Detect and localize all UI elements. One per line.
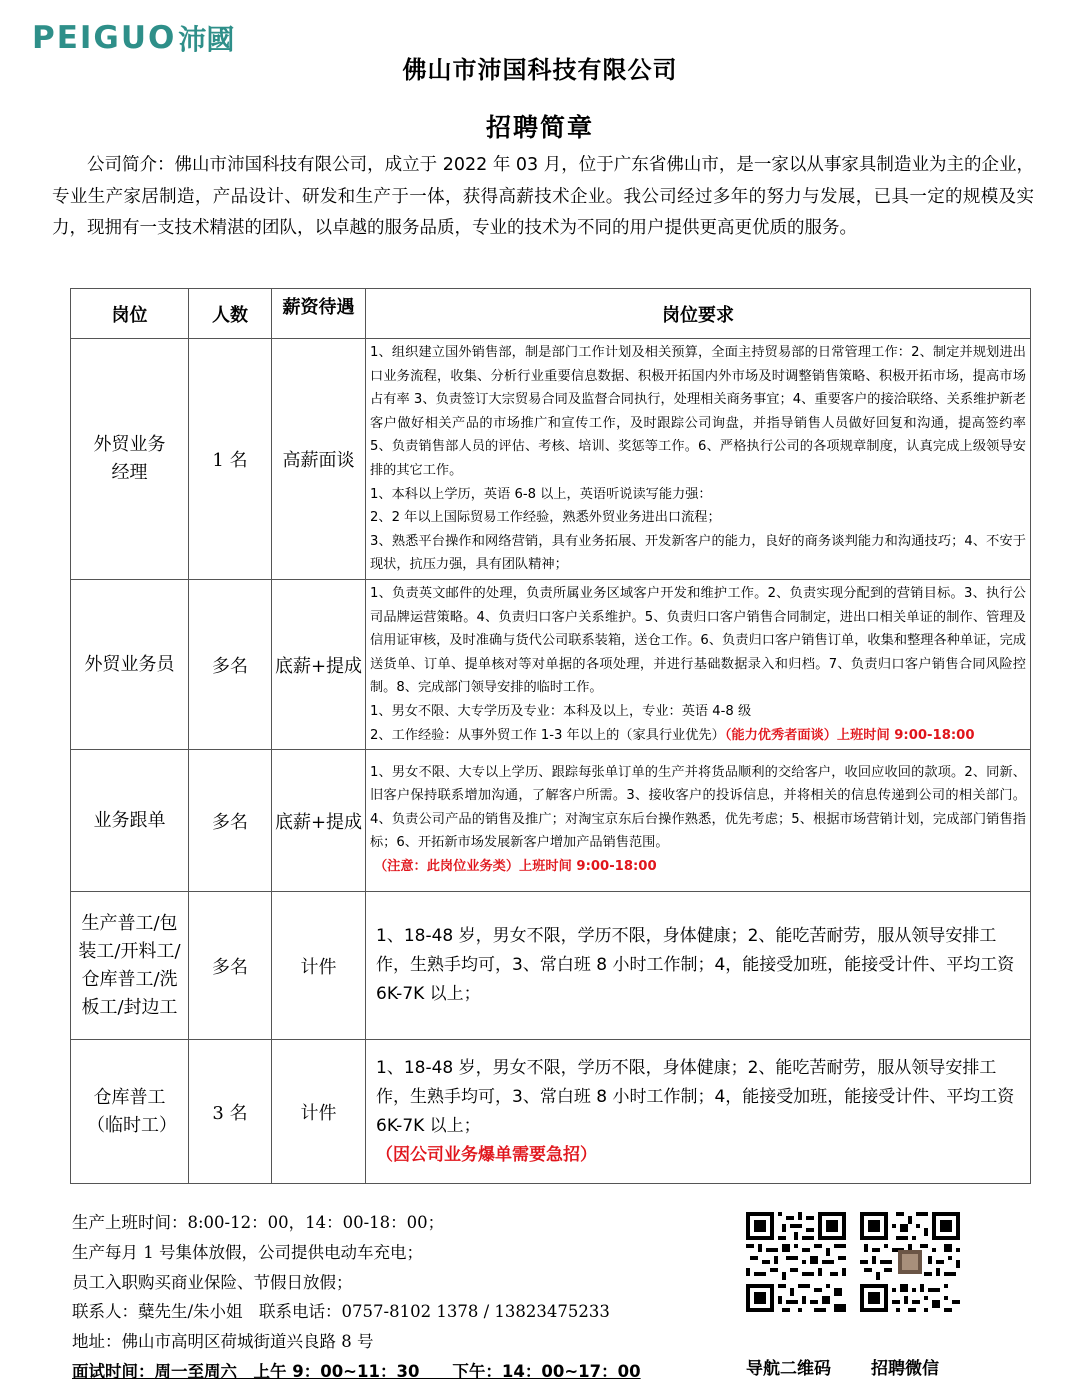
job-count: 3 名 [189, 1040, 272, 1184]
req-line-text: 2、工作经验：从事外贸工作 1-3 年以上的（家具行业优先） [370, 727, 725, 743]
job-requirements [366, 750, 1031, 892]
job-salary: 计件 [272, 892, 366, 1040]
address-line: 地址：佛山市高明区荷城街道兴良路 8 号 [72, 1332, 374, 1352]
job-requirements [366, 339, 1031, 580]
req-line: 1、负责英文邮件的处理，负责所属业务区域客户开发和维护工作。2、负责实现分配到的营销目标。3、执行公司品牌运营策略。4、负责归口客户关系维护。5、负责归口客户销售合同制定，进出口相关单证的制作、管理及信用证审核，及时准确与货代公司联系装箱，送仓工作。6、负责归口客户销售订单，收集和整理各种单证，完成送货单、订单、提单核对等对单据的各项处理，并进行基础数据录入和归档。7、负责归口客户销售合同风险控制。8、完成部门领导安排的临时工作。 [370, 585, 1026, 696]
logo-cjk: 沛國 [178, 23, 235, 56]
table-row [71, 339, 1031, 580]
job-salary: 底薪+提成 [272, 750, 366, 892]
job-salary: 高薪面谈 [272, 339, 366, 580]
req-line: 3、熟悉平台操作和网络营销，具有业务拓展、开发新客户的能力，良好的商务谈判能力和沟通技巧；4、不安于现状，抗压力强，具有团队精神； [370, 533, 1026, 573]
req-highlight: （因公司业务爆单需要急招） [376, 1144, 597, 1165]
company-name: 佛山市沛国科技有限公司 [402, 56, 678, 84]
req-line: 1、18-48 岁，男女不限，学历不限，身体健康；2、能吃苦耐劳，服从领导安排工作，生熟手均可，3、常白班 8 小时工作制；4，能接受加班，能接受计件、平均工资 6K-7K 以上； [376, 926, 1015, 1005]
nav-qr-label: 导航二维码 [746, 1359, 831, 1379]
footer-info [72, 1208, 641, 1387]
job-count: 1 名 [189, 339, 272, 580]
table-row [71, 579, 1031, 749]
job-title: 业务跟单 [71, 750, 189, 892]
job-count: 多名 [189, 579, 272, 749]
header-requirements: 岗位要求 [366, 289, 1031, 339]
wechat-qr-label: 招聘微信 [871, 1359, 939, 1379]
req-line: 2、2 年以上国际贸易工作经验，熟悉外贸业务进出口流程； [370, 510, 721, 526]
job-title: 外贸业务员 [71, 579, 189, 749]
insurance-note: 员工入职购买商业保险、节假日放假； [72, 1272, 353, 1292]
job-salary: 底薪+提成 [272, 579, 366, 749]
job-title: 仓库普工（临时工） [71, 1040, 189, 1184]
table-row [71, 750, 1031, 892]
table-row [71, 892, 1031, 1040]
req-line [370, 724, 1026, 748]
interview-time: 面试时间：周一至周六 上午 9：00~11：30 下午：14：00~17：00 [72, 1361, 641, 1381]
req-line: 1、男女不限、大专以上学历、跟踪每张单订单的生产并将货品顺利的交给客户，收回应收回的款项。2、同新、旧客户保持联系增加沟通，了解客户所需。3、接收客户的投诉信息，并将相关的信息传递到公司的相关部门。4、负责公司产品的销售及推广；对淘宝京东后台操作熟悉，优先考虑；5、根据市场营销计划，完成部门销售指标；6、开拓新市场发展新客户增加产品销售范围。 [370, 764, 1026, 851]
req-line: 1、男女不限、大专学历及专业：本科及以上，专业：英语 4-8 级 [370, 703, 752, 719]
job-title: 外贸业务经理 [71, 339, 189, 580]
table-header-row [71, 289, 1031, 339]
document-title: 招聘简章 [485, 113, 594, 142]
job-requirements [366, 579, 1031, 749]
req-highlight: （能力优秀者面谈）上班时间 9:00-18:00 [724, 727, 975, 743]
req-highlight: （注意：此岗位业务类）上班时间 9:00-18:00 [374, 858, 657, 874]
header-salary: 薪资待遇 [272, 289, 366, 339]
job-requirements [366, 892, 1031, 1040]
req-line: 1、18-48 岁，男女不限，学历不限，身体健康；2、能吃苦耐劳，服从领导安排工作，生熟手均可，3、常白班 8 小时工作制；4，能接受加班，能接受计件、平均工资 6K-7K 以上； [376, 1057, 1015, 1136]
job-count: 多名 [189, 892, 272, 1040]
holiday-note: 生产每月 1 号集体放假，公司提供电动车充电； [72, 1242, 423, 1262]
table-row [71, 1040, 1031, 1184]
nav-qr-code [746, 1212, 846, 1312]
job-requirements [366, 1040, 1031, 1184]
contact-line: 联系人：糵先生/朱小姐 联系电话：0757-8102 1378 / 13823475233 [72, 1302, 610, 1322]
jobs-table [70, 288, 1031, 1184]
job-count: 多名 [189, 750, 272, 892]
header-count: 人数 [189, 289, 272, 339]
req-line: 1、组织建立国外销售部，制是部门工作计划及相关预算，全面主持贸易部的日常管理工作：2、制定并规划进出口业务流程，收集、分析行业重要信息数据、积极开拓国内外市场及时调整销售策略、积极开拓市场，提高市场占有率 3、负责签订大宗贸易合同及监督合同执行，处理相关商务事宜；4、重要客户的接洽联络、关系维护新老客户做好相关产品的市场推广和宣传工作，及时跟踪公司询盘，并指导销售人员做好回复和沟通，提高签约率 5、负责销售部人员的评估、考核、培训、奖惩等工作。6、严格执行公司的各项规章制度，认真完成上级领导安排的其它工作。 [370, 345, 1026, 478]
company-intro: 公司简介：佛山市沛国科技有限公司，成立于 2022 年 03 月，位于广东省佛山市，是一家以从事家具制造业为主的企业，专业生产家居制造，产品设计、研发和生产于一体，获得高薪技术企业。我公司经过多年的努力与发展，已具一定的规模及实力，现拥有一支技术精湛的团队，以卓越的服务品质，专业的技术为不同的用户提供更高更优质的服务。 [52, 155, 1034, 238]
wechat-qr-code [860, 1212, 960, 1312]
job-title: 生产普工/包装工/开料工/仓库普工/洗板工/封边工 [71, 892, 189, 1040]
logo-latin: PEIGUO [32, 20, 177, 56]
header-position: 岗位 [71, 289, 189, 339]
work-hours: 生产上班时间：8:00-12：00，14：00-18：00； [72, 1213, 445, 1232]
req-line: 1、本科以上学历，英语 6-8 以上，英语听说读写能力强： [370, 486, 712, 502]
job-salary: 计件 [272, 1040, 366, 1184]
